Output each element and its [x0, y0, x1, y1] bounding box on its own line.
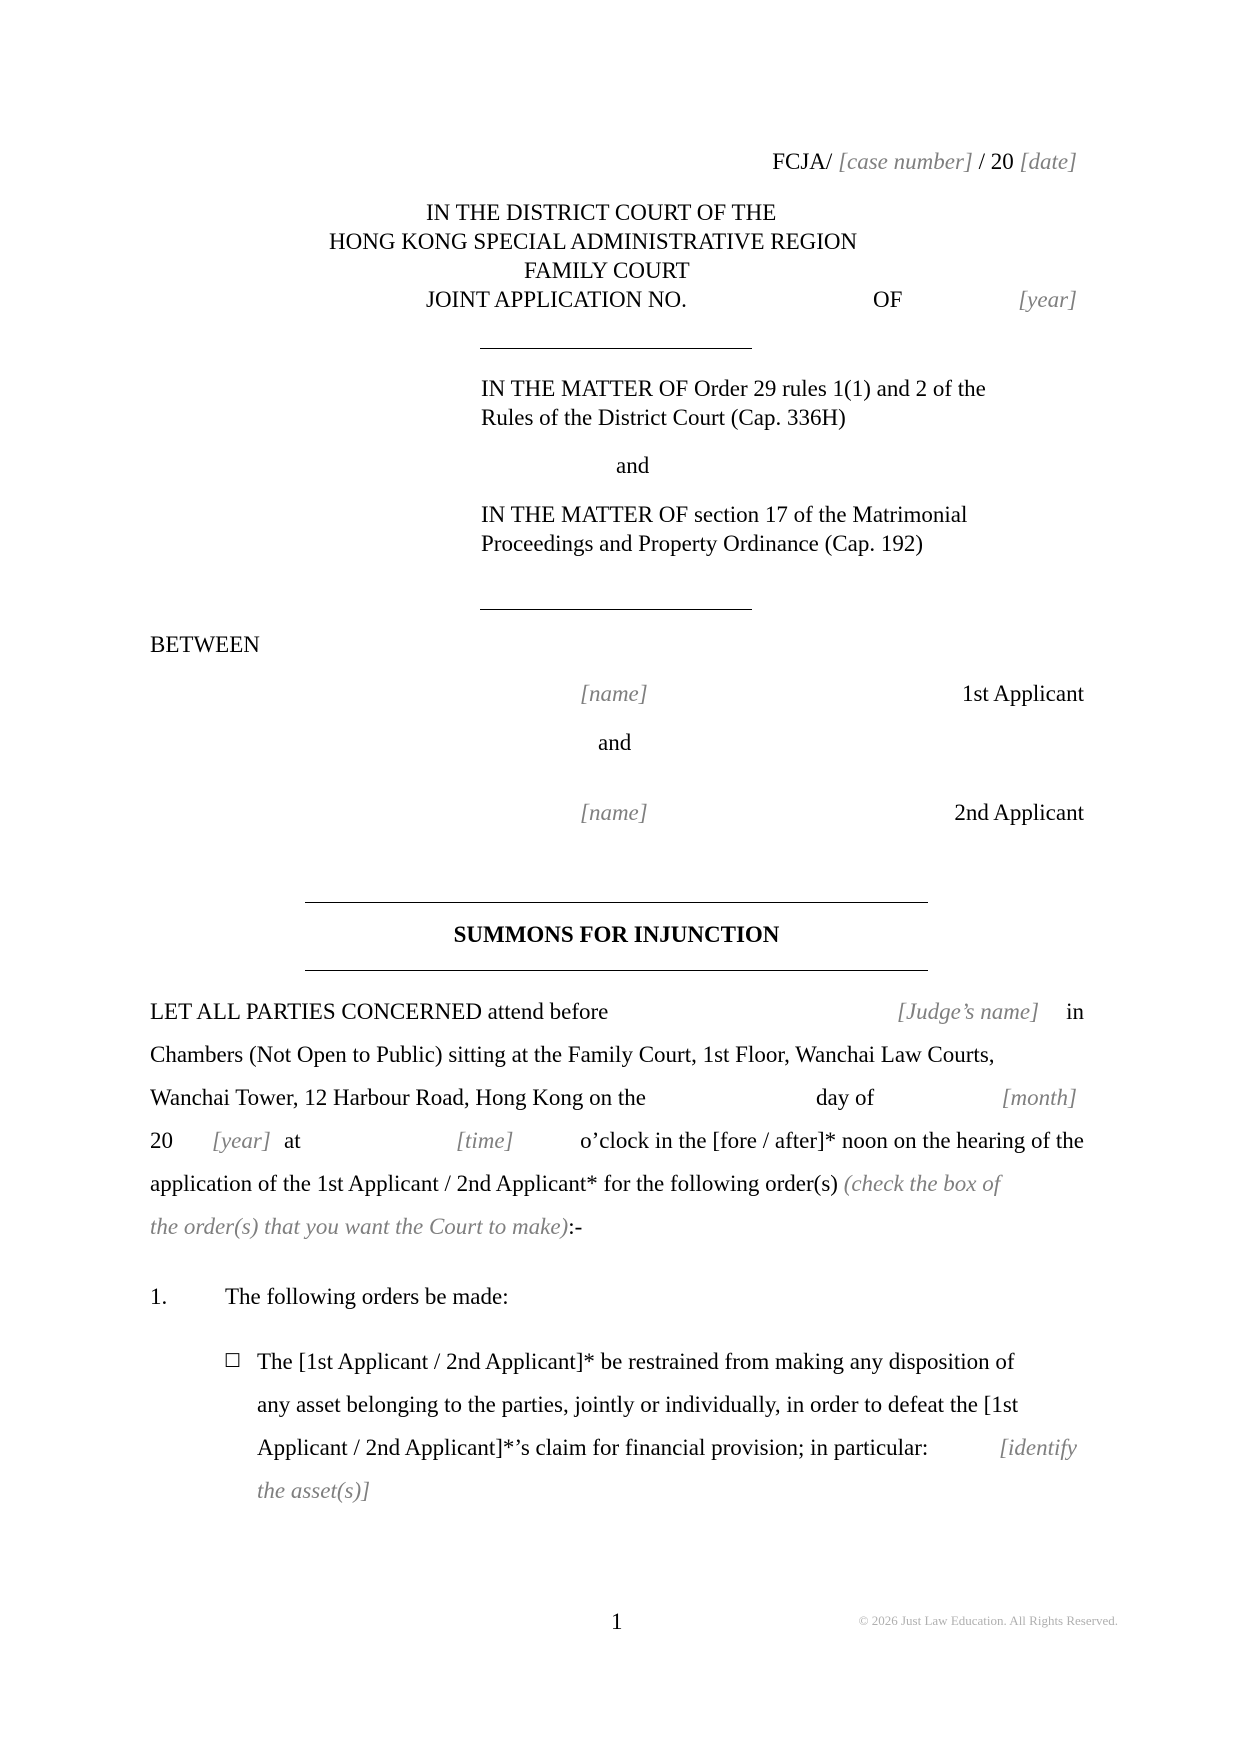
matter1-line1: IN THE MATTER OF Order 29 rules 1(1) and 2 of the [481, 376, 986, 401]
case-number-placeholder: [case number] [838, 149, 973, 174]
body-line6 [150, 1213, 582, 1241]
matter1-line2: Rules of the District Court (Cap. 336H) [481, 405, 846, 430]
judge-name-placeholder: [Judge’s name] [897, 999, 1040, 1024]
title-rule-top [305, 902, 928, 903]
order-option-line3: Applicant / 2nd Applicant]*’s claim for financial provision; in particular: [257, 1435, 929, 1460]
case-date-placeholder: [date] [1019, 149, 1077, 174]
court-heading-line1: IN THE DISTRICT COURT OF THE [426, 200, 777, 225]
case-reference [772, 148, 1077, 176]
party2-name-placeholder: [name] [580, 800, 648, 825]
order-item-text: The following orders be made: [225, 1284, 509, 1309]
parties-and: and [598, 730, 632, 755]
document-title: SUMMONS FOR INJUNCTION [453, 922, 780, 947]
order-option-line1: The [1st Applicant / 2nd Applicant]* be restrained from making any disposition of [257, 1349, 1015, 1374]
body-line1-end: in [1066, 999, 1084, 1024]
copyright-notice: © 2026 Just Law Education. All Rights Reserved. [858, 1613, 1118, 1628]
body-line3-start: Wanchai Tower, 12 Harbour Road, Hong Kong on the [150, 1085, 646, 1110]
body-line4-at: at [284, 1128, 301, 1153]
application-of-label: OF [873, 287, 903, 312]
time-placeholder: [time] [456, 1128, 514, 1153]
body-line1-start: LET ALL PARTIES CONCERNED attend before [150, 999, 609, 1024]
application-number-label: JOINT APPLICATION NO. [426, 287, 687, 312]
body-line4-twenty: 20 [150, 1128, 173, 1153]
body-line6-end: :- [568, 1214, 583, 1239]
body-line4-end: o’clock in the [fore / after]* noon on the hearing of the [580, 1128, 1084, 1153]
party1-role: 1st Applicant [961, 681, 1084, 706]
body-line6-hint: the order(s) that you want the Court to make) [150, 1214, 569, 1239]
between-label: BETWEEN [150, 632, 260, 657]
case-ref-separator: / 20 [978, 149, 1014, 174]
order-option-line2: any asset belonging to the parties, jointly or individually, in order to defeat the [1st [257, 1392, 1019, 1417]
short-rule-bottom [480, 609, 752, 610]
short-rule-top [480, 348, 752, 349]
matter2-line2: Proceedings and Property Ordinance (Cap. 192) [481, 531, 923, 556]
matters-and: and [616, 453, 650, 478]
court-heading-line3: FAMILY COURT [524, 258, 690, 283]
page-number: 1 [611, 1609, 623, 1634]
matter2-line1: IN THE MATTER OF section 17 of the Matrimonial [481, 502, 968, 527]
title-rule-bottom [305, 970, 928, 971]
asset-placeholder-line2: the asset(s)] [257, 1478, 371, 1503]
order-item-number: 1. [150, 1284, 168, 1309]
order-option-checkbox[interactable]: ☐ [224, 1351, 242, 1372]
party2-role: 2nd Applicant [954, 800, 1084, 825]
body-line3-dayof: day of [816, 1085, 875, 1110]
body-line2: Chambers (Not Open to Public) sitting at the Family Court, 1st Floor, Wanchai Law Courts, [150, 1042, 995, 1067]
body-line5 [150, 1170, 1000, 1198]
case-ref-prefix: FCJA/ [772, 149, 833, 174]
court-heading-line2: HONG KONG SPECIAL ADMINISTRATIVE REGION [329, 229, 858, 254]
month-placeholder: [month] [1001, 1085, 1077, 1110]
application-year-placeholder: [year] [1018, 287, 1077, 312]
year-placeholder: [year] [212, 1128, 271, 1153]
identify-asset-placeholder: [identify [999, 1435, 1077, 1460]
body-line5-hint: (check the box of [843, 1171, 1001, 1196]
party1-name-placeholder: [name] [580, 681, 648, 706]
body-line5-start: application of the 1st Applicant / 2nd Applicant* for the following order(s) [150, 1171, 838, 1196]
